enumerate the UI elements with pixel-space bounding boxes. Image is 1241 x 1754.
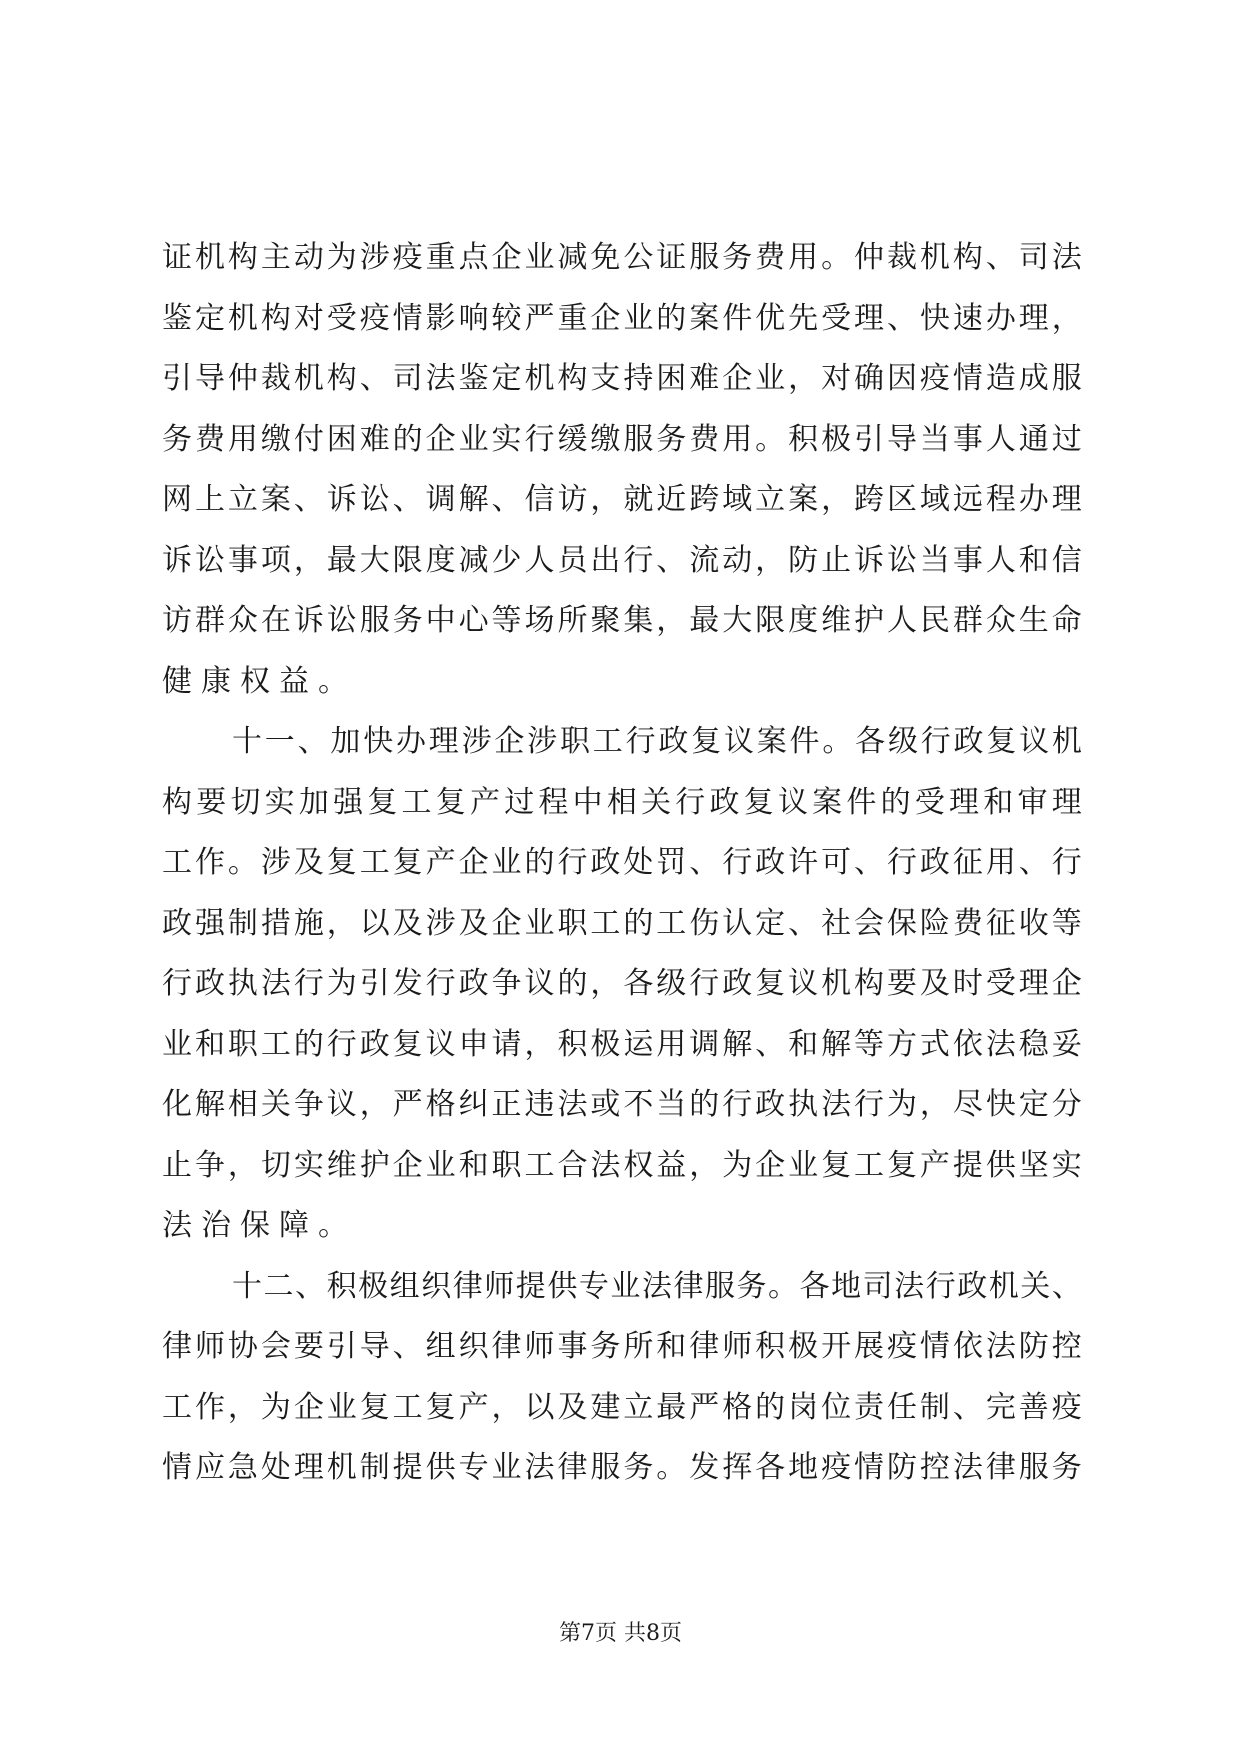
text-line: 业 和 职 工 的 行 政 复 议 申 请 ， 积 极 运 用 调 解 、 和 解 等 方 式 依 法 稳 妥 xyxy=(162,1026,1082,1062)
text-line: 政 强 制 措 施 ， 以 及 涉 及 企 业 职 工 的 工 伤 认 定 、 社 会 保 险 费 征 收 等 xyxy=(162,905,1082,941)
text-line: 情 应 急 处 理 机 制 提 供 专 业 法 律 服 务 。 发 挥 各 地 疫 情 防 控 法 律 服 务 xyxy=(162,1450,1082,1485)
text-line: 访 群 众 在 诉 讼 服 务 中 心 等 场 所 聚 集 ， 最 大 限 度 维 护 人 民 群 众 生 命 xyxy=(162,603,1082,638)
text-line: 十 一 、 加 快 办 理 涉 企 涉 职 工 行 政 复 议 案 件 。 各 级 行 政 复 议 机 xyxy=(232,724,1082,759)
text-line: 健康权益。 xyxy=(162,663,357,699)
text-line: 诉 讼 事 项 ， 最 大 限 度 减 少 人 员 出 行 、 流 动 ， 防 止 诉 讼 当 事 人 和 信 xyxy=(162,542,1082,578)
text-line: 行 政 执 法 行 为 引 发 行 政 争 议 的 ， 各 级 行 政 复 议 机 构 要 及 时 受 理 企 xyxy=(162,966,1082,1001)
text-line: 律 师 协 会 要 引 导 、 组 织 律 师 事 务 所 和 律 师 积 极 开 展 疫 情 依 法 防 控 xyxy=(162,1329,1082,1364)
text-line: 工 作 ， 为 企 业 复 工 复 产 ， 以 及 建 立 最 严 格 的 岗 位 责 任 制 、 完 善 疫 xyxy=(162,1389,1082,1425)
text-line: 工 作 。 涉 及 复 工 复 产 企 业 的 行 政 处 罚 、 行 政 许 可 、 行 政 征 用 、 行 xyxy=(162,845,1082,880)
text-line: 止 争 ， 切 实 维 护 企 业 和 职 工 合 法 权 益 ， 为 企 业 复 工 复 产 提 供 坚 实 xyxy=(162,1147,1082,1183)
page-number: 第7页 共8页 xyxy=(559,1621,682,1646)
text-line: 务 费 用 缴 付 困 难 的 企 业 实 行 缓 缴 服 务 费 用 。 积 极 引 导 当 事 人 通 过 xyxy=(162,421,1082,457)
text-line: 网 上 立 案 、 诉 讼 、 调 解 、 信 访 ， 就 近 跨 域 立 案 ， 跨 区 域 远 程 办 理 xyxy=(162,482,1082,517)
text-line: 法治保障。 xyxy=(162,1208,357,1243)
text-line: 化 解 相 关 争 议 ， 严 格 纠 正 违 法 或 不 当 的 行 政 执 法 行 为 ， 尽 快 定 分 xyxy=(162,1087,1082,1122)
text-line: 证 机 构 主 动 为 涉 疫 重 点 企 业 减 免 公 证 服 务 费 用 。 仲 裁 机 构 、 司 法 xyxy=(162,240,1082,275)
document-body xyxy=(162,228,1082,1499)
text-line: 引 导 仲 裁 机 构 、 司 法 鉴 定 机 构 支 持 困 难 企 业 ， 对 确 因 疫 情 造 成 服 xyxy=(162,361,1082,396)
text-line: 鉴 定 机 构 对 受 疫 情 影 响 较 严 重 企 业 的 案 件 优 先 受 理 、 快 速 办 理 ， xyxy=(162,300,1082,336)
text-line: 构 要 切 实 加 强 复 工 复 产 过 程 中 相 关 行 政 复 议 案 件 的 受 理 和 审 理 xyxy=(162,784,1082,820)
text-line: 十 二 、 积 极 组 织 律 师 提 供 专 业 法 律 服 务 。 各 地 司 法 行 政 机 关 、 xyxy=(232,1268,1082,1304)
